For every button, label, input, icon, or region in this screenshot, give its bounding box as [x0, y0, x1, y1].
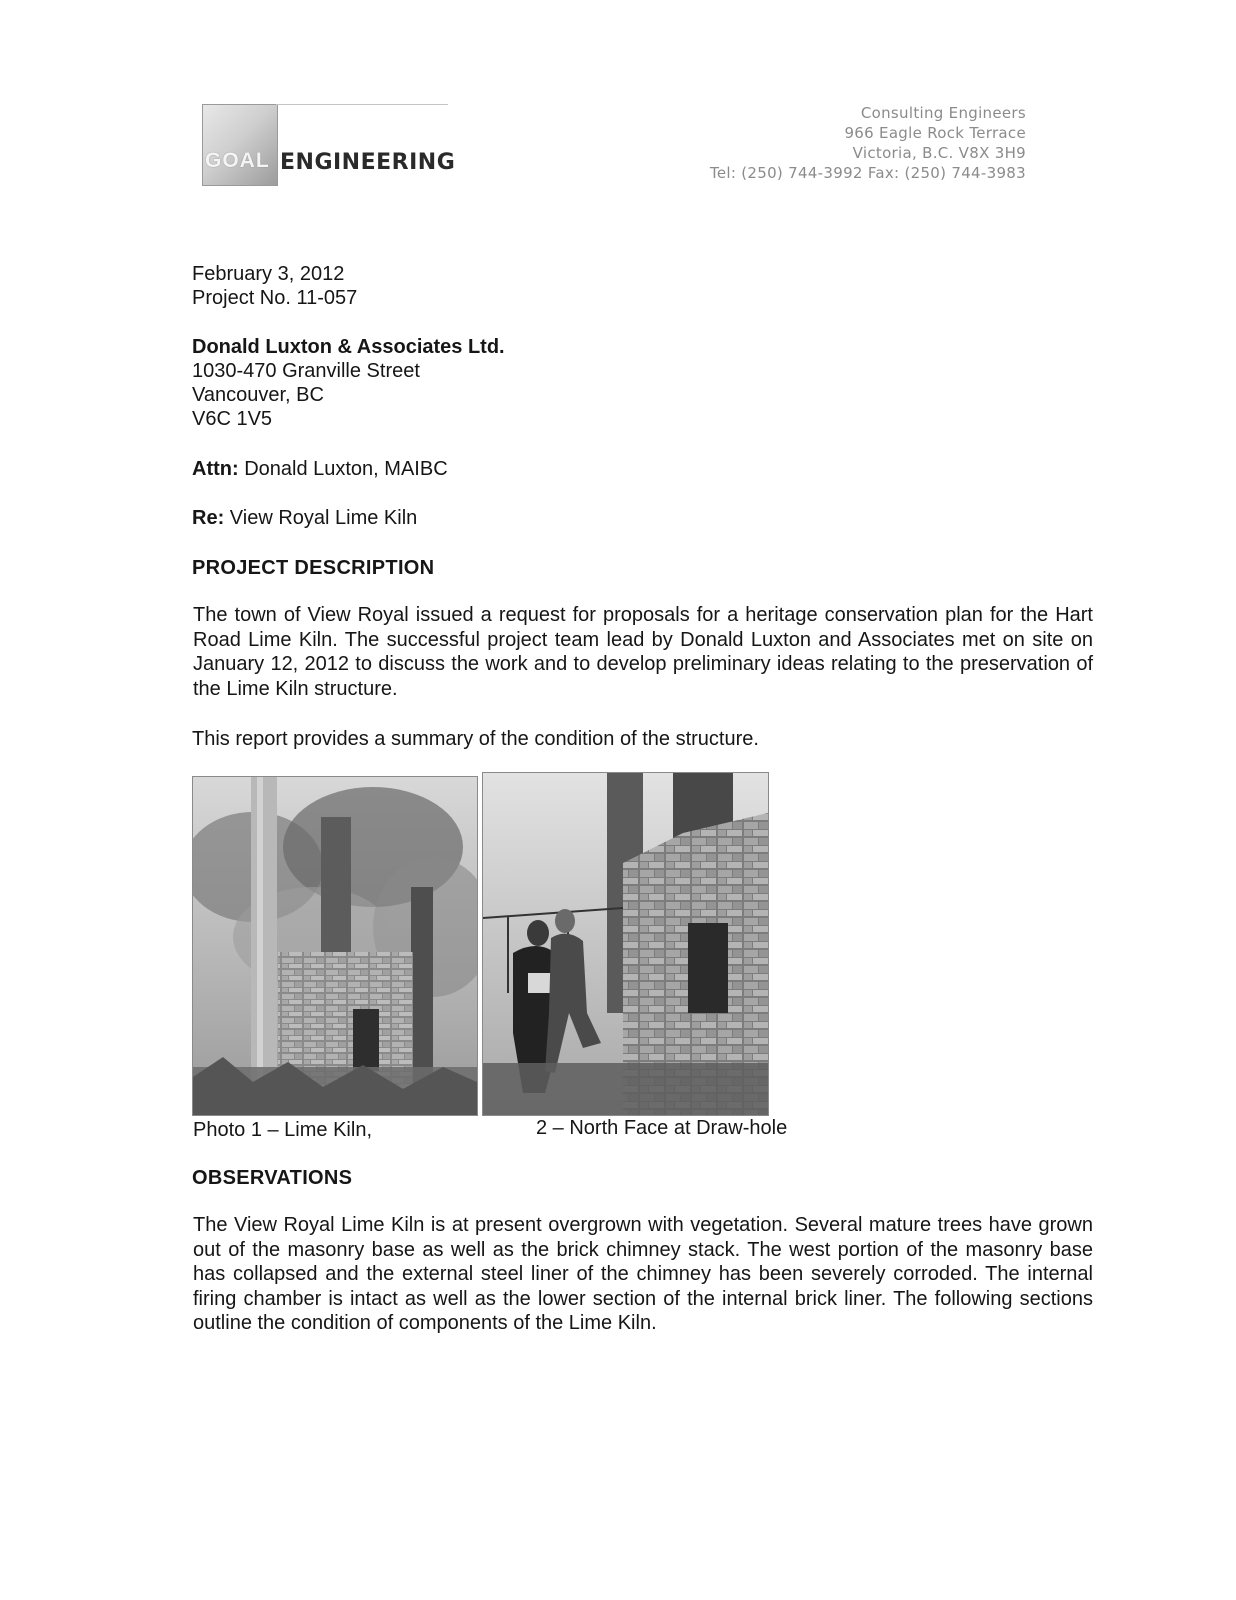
project-number: Project No. 11-057 [192, 287, 358, 309]
photo-north-face-draw-hole [482, 772, 769, 1116]
recipient-postal: V6C 1V5 [192, 408, 273, 430]
photo-caption-1: Photo 1 – Lime Kiln, [193, 1119, 372, 1141]
project-description-heading: PROJECT DESCRIPTION [192, 557, 435, 579]
project-description-paragraph: The town of View Royal issued a request for proposals for a heritage conservation plan for the Hart Road Lime Kiln. The successful project team lead by Donald Luxton and Associates met on site on January 12, 2012 to discuss the work and to develop preliminary ideas relating to the preservation of the Lime Kiln structure. [193, 604, 1093, 700]
contact-line-street: 966 Eagle Rock Terrace [844, 124, 1026, 142]
company-logo [202, 104, 278, 186]
logo-rule [276, 104, 448, 105]
letterhead-contact [710, 103, 1026, 183]
logo-badge-text: GOAL [205, 149, 270, 172]
observations-paragraph: The View Royal Lime Kiln is at present overgrown with vegetation. Several mature trees have grown out of the masonry base as well as the brick chimney stack. The west portion of the masonry base has collapsed and the external steel liner of the chimney has been severely corroded. The internal firing chamber is intact as well as the lower section of the internal brick liner. The following sections outline the condition of components of the Lime Kiln. [193, 1214, 1093, 1334]
letter-date: February 3, 2012 [192, 263, 345, 285]
photo-lime-kiln [192, 776, 478, 1116]
photo-caption-2: 2 – North Face at Draw-hole [536, 1117, 788, 1139]
summary-paragraph: This report provides a summary of the condition of the structure. [192, 728, 759, 750]
attn-label: Attn: [192, 458, 239, 480]
recipient-name: Donald Luxton & Associates Ltd. [192, 336, 505, 358]
re-value: View Royal Lime Kiln [224, 507, 418, 529]
photo-north-face-image [483, 773, 768, 1115]
recipient-street: 1030-470 Granville Street [192, 360, 420, 382]
photo-lime-kiln-image [193, 777, 477, 1115]
attn-line [192, 457, 448, 481]
contact-line-tagline: Consulting Engineers [860, 104, 1026, 122]
re-label: Re: [192, 507, 225, 529]
observations-heading: OBSERVATIONS [192, 1167, 353, 1189]
recipient-city: Vancouver, BC [192, 384, 324, 406]
logo-wordmark: ENGINEERING [280, 150, 456, 175]
attn-value: Donald Luxton, MAIBC [238, 458, 448, 480]
re-line [192, 506, 417, 530]
contact-line-city: Victoria, B.C. V8X 3H9 [852, 144, 1026, 162]
contact-line-phone: Tel: (250) 744-3992 Fax: (250) 744-3983 [709, 164, 1026, 182]
